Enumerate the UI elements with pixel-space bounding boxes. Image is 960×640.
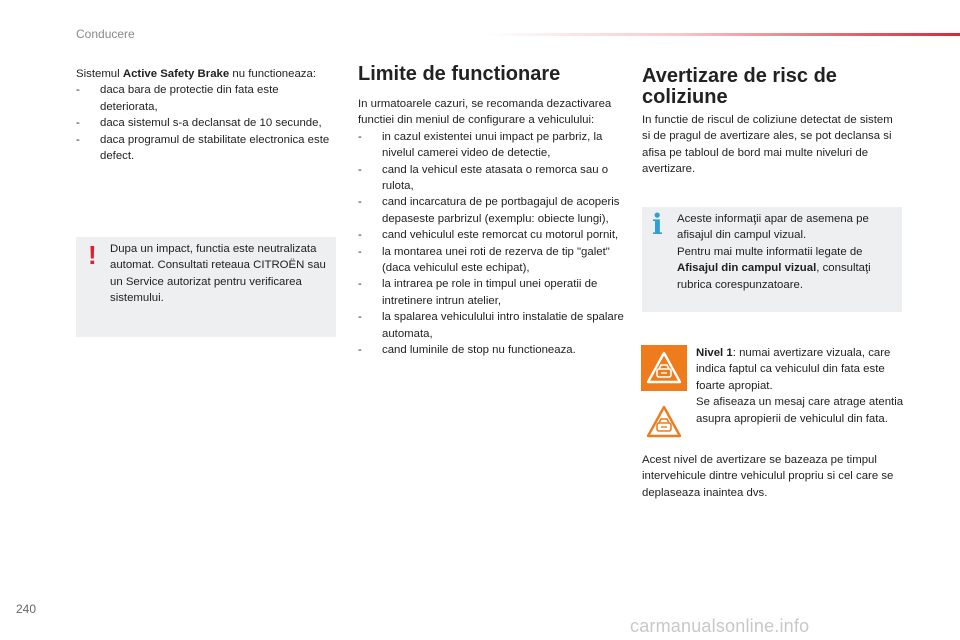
list-item: - cand luminile de stop nu functioneaza. bbox=[358, 342, 626, 358]
info-line-2-end: , consultaţi rubrica corespunzatoare. bbox=[677, 262, 871, 291]
collision-warning-outline-icon bbox=[641, 399, 687, 445]
level-basis-text: Acest nivel de avertizare se bazeaza pe timpul intervehicule dintre vehiculul propriu si cel care se deplaseaza inaintea dvs. bbox=[642, 454, 894, 499]
section-title: Conducere bbox=[76, 27, 135, 41]
limits-section bbox=[358, 96, 626, 359]
intro-paragraph bbox=[76, 66, 338, 82]
list-item: - daca sistemul s-a declansat de 10 secunde, bbox=[76, 115, 338, 131]
collision-warning-filled-icon bbox=[641, 345, 687, 391]
list-item: - la spalarea vehiculului intro instalatie de spalare automata, bbox=[358, 309, 626, 342]
list-item: - la montarea unei roti de rezerva de tip "galet" (daca vehiculul este echipat), bbox=[358, 244, 626, 277]
level-1-line-2: Se afiseaza un mesaj care atrage atentia asupra apropierii de vehiculul din fata. bbox=[696, 396, 904, 425]
page-number: 240 bbox=[16, 602, 37, 616]
active-safety-brake-limits bbox=[76, 66, 338, 164]
info-note bbox=[642, 207, 902, 312]
info-text bbox=[677, 211, 899, 293]
list-item: - cand la vehicul este atasata o remorca sau o rulota, bbox=[358, 162, 626, 195]
warning-note bbox=[76, 237, 336, 337]
level-label: Nivel 1 bbox=[696, 347, 733, 359]
watermark: carmanualsonline.info bbox=[630, 616, 810, 636]
collision-heading: Avertizare de risc de coliziune bbox=[642, 65, 837, 108]
list-item: - la intrarea pe role in timpul unei operatii de intretinere intrun atelier, bbox=[358, 276, 626, 309]
exclamation-icon: ! bbox=[88, 240, 97, 270]
level-1-line-1 bbox=[696, 345, 906, 394]
info-line-2-start: Pentru mai multe informatii legate de bbox=[677, 245, 863, 258]
limits-heading: Limite de functionare bbox=[358, 63, 561, 85]
header-rule bbox=[487, 33, 960, 36]
list-item: - cand vehiculul este remorcat cu motorul pornit, bbox=[358, 227, 626, 243]
level-1-description bbox=[696, 345, 906, 427]
list-item: - cand incarcatura de pe portbagajul de acoperis depaseste parbrizul (exemplu: obiecte lungi), bbox=[358, 194, 626, 227]
intro-text: Sistemul bbox=[76, 68, 123, 80]
collision-section bbox=[642, 112, 904, 178]
warning-text: Dupa un impact, functia este neutralizata automat. Consultati reteaua CITROËN sau un Service autorizat pentru verificarea sistemului. bbox=[110, 243, 326, 305]
limits-list bbox=[358, 129, 626, 359]
list-item: - in cazul existentei unui impact pe parbriz, la nivelul camerei video de detectie, bbox=[358, 129, 626, 162]
level-label-text: : numai avertizare vizuala, care indica faptul ca vehiculul din fata este foarte apropiat. bbox=[696, 347, 891, 392]
info-line-2 bbox=[677, 244, 899, 293]
system-name: Active Safety Brake bbox=[122, 68, 230, 80]
collision-intro: In functie de riscul de coliziune detectat de sistem si de pragul de avertizare ales, se pot declansa si afisa pe tabloul de bord mai multe niveluri de avertizare. bbox=[642, 114, 893, 176]
info-icon: i bbox=[652, 208, 663, 241]
limits-intro: In urmatoarele cazuri, se recomanda dezactivarea functiei din meniul de configurare a vehiculului: bbox=[358, 98, 612, 127]
intro-text-end: nu functioneaza: bbox=[229, 68, 316, 80]
condition-list bbox=[76, 82, 338, 164]
list-item: - daca programul de stabilitate electronica este defect. bbox=[76, 132, 338, 165]
info-line-1: Aceste informaţii apar de asemena pe afisajul din campul vizual. bbox=[677, 213, 869, 242]
info-reference: Afisajul din campul vizual bbox=[677, 262, 817, 275]
list-item: - daca bara de protectie din fata este deteriorata, bbox=[76, 82, 338, 115]
